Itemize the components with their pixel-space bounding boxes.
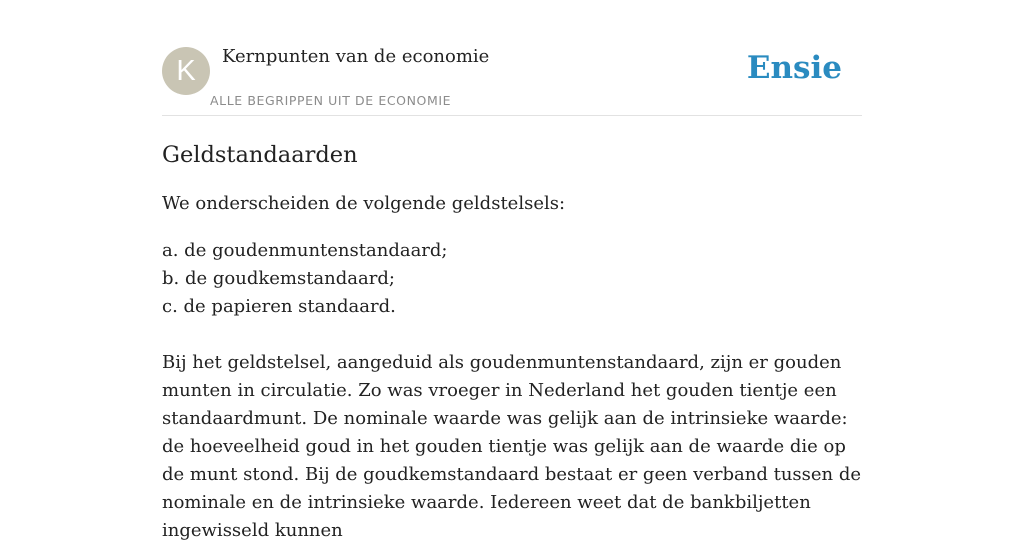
header [162, 0, 862, 116]
list-item: a. de goudenmuntenstandaard; [162, 240, 448, 261]
book-subtitle-link[interactable]: ALLE BEGRIPPEN UIT DE ECONOMIE [210, 93, 452, 108]
list-item: c. de papieren standaard. [162, 296, 396, 317]
intro-paragraph: We onderscheiden de volgende geldstelsels: [162, 193, 566, 214]
ensie-logo[interactable]: Ensie [746, 50, 842, 86]
book-title-link[interactable]: Kernpunten van de economie [222, 46, 490, 67]
body-paragraph: Bij het geldstelsel, aangeduid als goudenmuntenstandaard, zijn er gouden munten in circulatie. Zo was vroeger in Nederland het gouden tientje een standaardmunt. De nominale waarde was gelijk aan de intrinsieke waarde: de hoeveelheid goud in het gouden tientje was gelijk aan de waarde die op de munt stond. Bij de goudkemstandaard bestaat er geen verband tussen de nominale en de intrinsieke waarde. Iedereen weet dat de bankbiljetten ingewisseld kunnen [162, 352, 862, 541]
list-item: b. de goudkemstandaard; [162, 268, 395, 289]
avatar[interactable]: K [162, 47, 210, 95]
page-title: Geldstandaarden [162, 142, 358, 168]
article [162, 140, 862, 545]
standard-list [162, 237, 862, 321]
